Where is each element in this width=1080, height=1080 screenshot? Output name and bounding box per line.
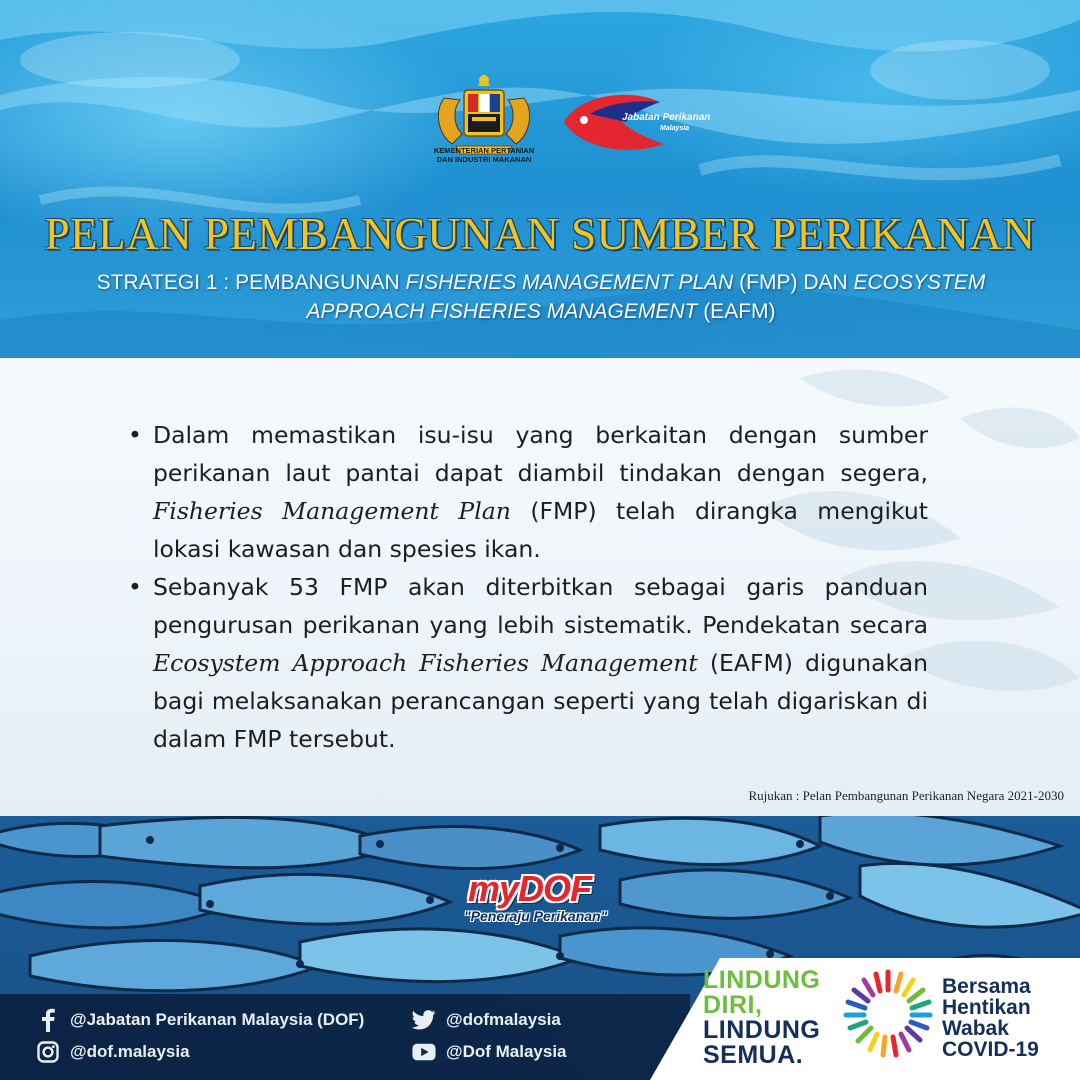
mydof-wordmark: myDOF (468, 868, 592, 909)
slogan-line4: SEMUA. (703, 1041, 804, 1069)
bullet1-text-b: (FMP) telah dirangka mengikut lokasi kawasan dan spesies ikan. (153, 497, 928, 563)
message-line1: Bersama (942, 975, 1031, 998)
page-subtitle (66, 268, 1016, 326)
message-line2: Hentikan (942, 996, 1031, 1019)
youtube-icon (412, 1040, 436, 1064)
dof-caption-sub: Malaysia (660, 125, 690, 132)
slogan-line2: DIRI, (703, 991, 763, 1019)
social-twitter-label: @dofmalaysia (446, 1010, 561, 1029)
bullet2-text-a: Sebanyak 53 FMP akan diterbitkan sebagai garis panduan pengurusan perikanan yang lebih sistematik. Pendekatan secara (153, 573, 928, 639)
message-line3: Wabak (942, 1017, 1009, 1040)
instagram-icon (36, 1040, 60, 1064)
twitter-icon (412, 1008, 436, 1032)
ministry-caption (410, 146, 558, 164)
social-facebook[interactable] (36, 1008, 364, 1032)
social-instagram-label: @dof.malaysia (70, 1042, 190, 1061)
bullet-list (128, 416, 928, 758)
subtitle-suffix: (EAFM) (697, 300, 776, 323)
subtitle-fmp: FISHERIES MANAGEMENT PLAN (405, 271, 734, 294)
subtitle-eafm: ECOSYSTEM APPROACH FISHERIES MANAGEMENT (306, 271, 986, 323)
bullet-item-eafm (128, 568, 928, 758)
content-panel (0, 358, 1080, 816)
social-youtube-label: @Dof Malaysia (446, 1042, 567, 1061)
reference-note: Rujukan : Pelan Pembangunan Perikanan Negara 2021-2030 (748, 788, 1064, 803)
subtitle-mid: (FMP) DAN (733, 271, 854, 294)
header-banner (0, 0, 1080, 358)
bullet2-text-b: (EAFM) digunakan bagi melaksanakan perancangan seperti yang telah digariskan di dalam FMP tersebut. (153, 649, 928, 753)
covid-campaign-burst-icon (838, 964, 938, 1064)
footer-banner (0, 816, 1080, 1080)
bullet2-italic: Ecosystem Approach Fisheries Management (153, 649, 698, 677)
subtitle-prefix: STRATEGI 1 : PEMBANGUNAN (96, 271, 406, 294)
page-title: PELAN PEMBANGUNAN SUMBER PERIKANAN (44, 209, 1036, 259)
bullet-item-fmp (128, 416, 928, 568)
dof-caption (622, 112, 710, 134)
message-line4: COVID-19 (942, 1038, 1039, 1061)
slogan-line1: LINDUNG (703, 966, 821, 994)
bullet1-text-a: Dalam memastikan isu-isu yang berkaitan dengan sumber perikanan laut pantai dapat diambil tindakan dengan segera, (153, 421, 928, 487)
ministry-caption-line1: KEMENTERIAN PERTANIAN (433, 146, 535, 155)
mydof-logo (462, 868, 622, 932)
campaign-slogan (703, 968, 820, 1068)
social-twitter[interactable] (412, 1008, 561, 1032)
social-instagram[interactable] (36, 1040, 190, 1064)
mydof-tagline: "Peneraju Perikanan" (464, 908, 608, 924)
campaign-message (942, 976, 1039, 1060)
social-bar (0, 994, 690, 1080)
social-youtube[interactable] (412, 1040, 567, 1064)
social-facebook-label: @Jabatan Perikanan Malaysia (DOF) (70, 1010, 365, 1029)
bullet1-italic: Fisheries Management Plan (153, 497, 511, 525)
facebook-icon (36, 1008, 60, 1032)
dof-caption-main: Jabatan Perikanan (622, 112, 711, 123)
ministry-caption-line2: DAN INDUSTRI MAKANAN (436, 155, 532, 164)
slogan-line3: LINDUNG (703, 1016, 821, 1044)
